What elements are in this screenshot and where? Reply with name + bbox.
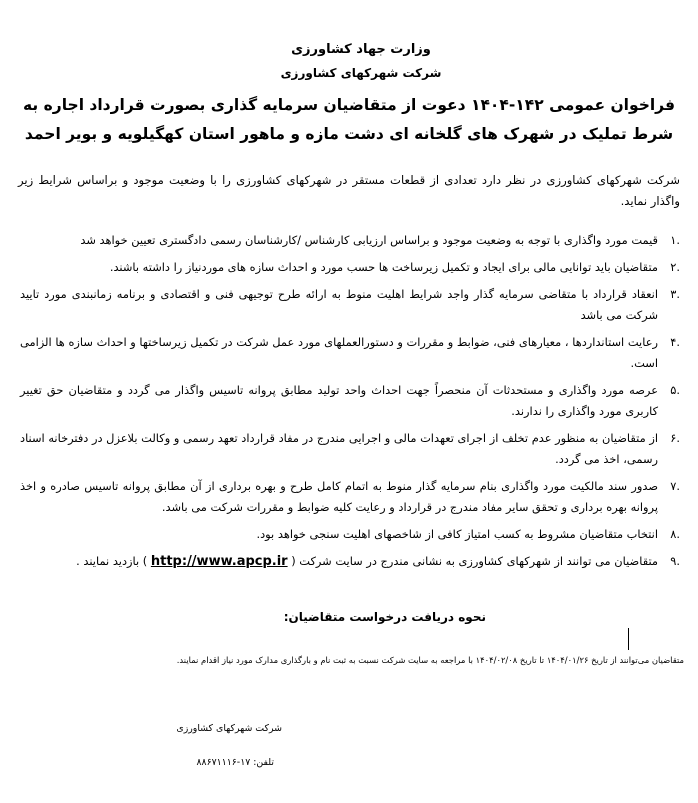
condition-number: ۲. — [670, 260, 680, 274]
condition-text: صدور سند مالکیت مورد واگذاری بنام سرمایه گذار منوط به اتمام کامل طرح و بهره برداری از آن مطابق پروانه تاسیس صادره و اخذ پروانه بهره برداری و تحقق سایر مفاد مندرج در قرارداد و رعایت کلیه ضوابط و مقررات شرکت می باشد. — [20, 479, 658, 514]
ministry-name: وزارت جهاد کشاورزی — [291, 42, 431, 57]
condition-text: متقاضیان باید توانایی مالی برای ایجاد و تکمیل زیرساخت ها حسب مورد و احداث سازه های موردنیاز را داشته باشند. — [109, 260, 658, 274]
condition-number: ۵. — [670, 383, 680, 397]
condition-text: رعایت استانداردها ، معیارهای فنی، ضوابط و مقررات و دستورالعملهای مورد عمل شرکت در تکمیل زیرساختها و احداث سازه ها الزامی است. — [20, 335, 658, 370]
intro-paragraph: شرکت شهرکهای کشاورزی در نظر دارد تعدادی از قطعات مستقر در شهرکهای کشاورزی را با وضعیت موجود و براساس شرایط زیر واگذار نماید. — [18, 173, 680, 208]
condition-item-1 — [20, 230, 680, 251]
condition-text: از متقاضیان به منظور عدم تخلف از اجرای تعهدات مالی و اجرایی مندرج در مفاد قرارداد تعهد رسمی و وکالت بلاعزل در دفترخانه اسناد رسمی، اخذ می گردد. — [20, 431, 658, 466]
condition-text: قیمت مورد واگذاری با توجه به وضعیت موجود و براساس ارزیابی کارشناس /کارشناسان رسمی دادگستری تعیین خواهد شد — [80, 233, 658, 247]
condition-item-5 — [20, 380, 680, 422]
text-cursor — [628, 628, 629, 650]
footer-phone: تلفن: ۱۷-۸۸۶۷۱۱۱۶ — [196, 757, 274, 768]
company-name: شرکت شهرکهای کشاورزی — [280, 66, 442, 80]
condition-number: ۹. — [670, 554, 680, 568]
condition-number: ۱. — [670, 233, 680, 247]
how-to-apply-heading: نحوه دریافت درخواست متقاضیان: — [283, 610, 486, 624]
condition-number: ۷. — [670, 479, 680, 493]
condition-text: عرصه مورد واگذاری و مستحدثات آن منحصراً جهت احداث واحد تولید مطابق پروانه تاسیس واگذار می گردد و متقاضیان حق تغییر کاربری مورد واگذاری را ندارند. — [20, 383, 658, 418]
announcement-title-line-2: شرط تملیک در شهرک های گلخانه ای دشت مازه و ماهور استان کهگیلویه و بویر احمد — [24, 125, 674, 143]
condition-text: انعقاد قرارداد با متقاضی سرمایه گذار واجد شرایط اهلیت منوط به ارائه طرح توجیهی فنی و اقتصادی و برنامه زمانبندی مورد تایید شرکت می باشد — [20, 287, 658, 322]
condition-text: انتخاب متقاضیان مشروط به کسب امتیاز کافی از شاخصهای اهلیت سنجی خواهد بود. — [256, 527, 658, 541]
condition-item-7 — [20, 476, 680, 518]
condition-item-2 — [20, 257, 680, 278]
condition-number: ۸. — [670, 527, 680, 541]
condition-item-6 — [20, 428, 680, 470]
condition-item-9 — [20, 551, 680, 572]
condition-item-4 — [20, 332, 680, 374]
condition-number: ۳. — [670, 287, 680, 301]
condition-number: ۴. — [670, 335, 680, 349]
conditions-list — [20, 230, 680, 572]
condition-text-end: ) بازدید نمایند . — [76, 554, 148, 568]
company-website-link[interactable]: http://www.apcp.ir — [150, 554, 288, 569]
application-period-note: متقاضیان می‌توانند از تاریخ ۱۴۰۴/۰۱/۲۶ تا تاریخ ۱۴۰۴/۰۲/۰۸ با مراجعه به سایت شرکت نسبت به ثبت نام و بارگذاری مدارک مورد نیاز اقدام نمایند. — [176, 655, 684, 665]
footer-company-name: شرکت شهرکهای کشاورزی — [176, 723, 282, 734]
condition-text: متقاضیان می توانند از شهرکهای کشاورزی به نشانی مندرج در سایت شرکت ( — [291, 554, 658, 568]
condition-item-8 — [20, 524, 680, 545]
announcement-title-line-1: فراخوان عمومی ۱۴۲-۱۴۰۴ دعوت از متقاضیان سرمایه گذاری بصورت قرارداد اجاره به — [23, 96, 675, 114]
condition-number: ۶. — [670, 431, 680, 445]
condition-item-3 — [20, 284, 680, 326]
